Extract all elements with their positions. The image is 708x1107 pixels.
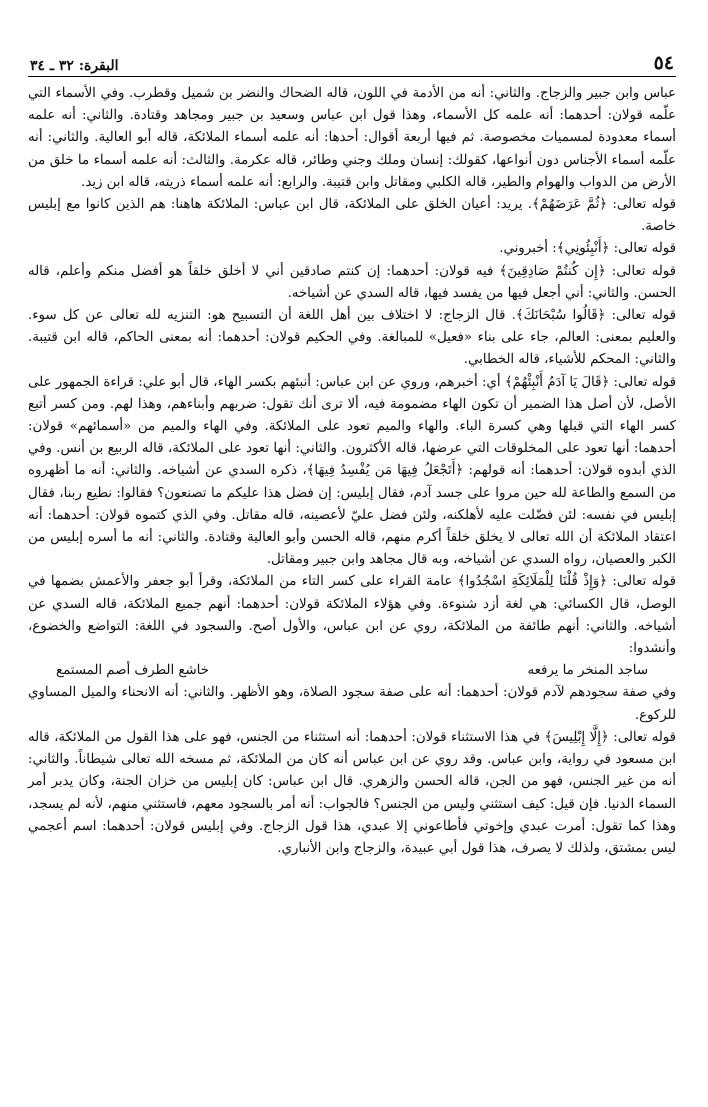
running-title: البقرة: ٣٢ ـ ٣٤	[30, 58, 119, 74]
paragraph: قوله تعالى: ﴿قَالَ يَا آدَمُ أَنْبِئْهُمْ﴾ أي: أخبرهم، وروي عن ابن عباس: أنبئهم بكسر الهاء، قال أبو علي: قراءة الجمهور على الأصل، لأن أصل هذا الضمير أن تكون الهاء مضمومة فيه، ألا ترى أنك تقول: ضربهم وأبناءهم، وهذا لهم. ومن كسر أتبع كسر الهاء التي قبلها وهي كسرة الباء. والهاء والميم تعود على الملائكة. وفي الهاء والميم من «أسمائهم» قولان: أحدهما: أنها تعود على المخلوقات التي عرضها، قاله الأكثرون. والثاني: أنها تعود على الملائكة، قاله الربيع بن أنس. وفي الذي أبدوه قولان: أحدهما: أنه قولهم: ﴿أَتَجْعَلُ فِيهَا مَن يُفْسِدُ فِيهَا﴾، ذكره السدي عن أشياخه. والثاني: أنه ما أظهروه من السمع والطاعة لله حين مروا على جسد آدم، فقال إبليس: إن فضل هذا عليكم ما تصنعون؟ فقالوا: نطيع ربنا، فقال إبليس في نفسه: لئن فضّلت عليه لأهلكنه، ولئن فضل عليّ لأعصينه، قاله مقاتل. وفي الذي كتموه قولان: أحدهما: أنه اعتقاد الملائكة أن الله تعالى لا يخلق خلقاً أكرم منهم، قاله الحسن وأبو العالية وقتادة. والثاني: أنه ما أسره إبليس من الكبر والعصيان، رواه السدي عن أشياخه، وبه قال مجاهد وابن جبير ومقاتل.	[28, 374, 676, 568]
page-number: ٥٤	[653, 52, 674, 74]
page	[28, 50, 676, 1093]
paragraph: قوله تعالى: ﴿إِن كُنتُمْ صَادِقِينَ﴾ فيه قولان: أحدهما: إن كنتم صادقين أني لا أخلق خلقاً هو أفضل منكم وأعلم، قاله الحسن. والثاني: أني أجعل فيها من يفسد فيها، قاله السدي عن أشياخه.	[28, 263, 676, 301]
verse-first-hemistich: ساجد المنخر ما يرفعه	[527, 663, 648, 679]
poetry-verse	[28, 660, 676, 682]
paragraph: قوله تعالى: ﴿ثُمَّ عَرَضَهُمْ﴾. يريد: أعيان الخلق على الملائكة، قال ابن عباس: الملائكة هاهنا: هم الذين كانوا مع إبليس خاصة.	[28, 197, 676, 235]
paragraph: عباس وابن جبير والزجاج. والثاني: أنه من الأدمة في اللون، قاله الضحاك والنضر بن شميل وقطرب. وفي الأسماء التي علّمه قولان: أحدهما: أنه علمه كل الأسماء، وهذا قول ابن عباس وسعيد بن جبير ومجاهد وقتادة. والثاني: أنه علمه أسماء معدودة لمسميات مخصوصة. ثم فيها أربعة أقوال: أحدها: أنه علمه أسماء الملائكة، قاله أبو العالية. والثاني: أنه علّمه أسماء الأجناس دون أنواعها، كقولك: إنسان وملك وجني وطائر، قاله عكرمة. والثالث: أنه علمه أسماء ما خلق من الأرض من الدواب والهوام والطير، قاله الكلبي ومقاتل وابن قتيبة. والرابع: أنه علمه أسماء ذريته، قاله ابن زيد.	[28, 86, 676, 190]
paragraph: قوله تعالى: ﴿إِلَّا إِبْلِيسَ﴾ في هذا الاستثناء قولان: أحدهما: أنه استثناء من الجنس، فهو على هذا القول من الملائكة، قاله ابن مسعود في رواية، وابن عباس. وقد روي عن ابن عباس أنه كان من الملائكة، ثم مسخه الله تعالى شيطاناً. والثاني: أنه من غير الجنس، فهو من الجن، قاله الحسن والزهري. قال ابن عباس: كان إبليس من خزان الجنة، وكان يدبر أمر السماء الدنيا. فإن قيل: كيف استثني وليس من الجنس؟ فالجواب: أنه أمر بالسجود معهم، فاستثني منهم، لأنه لم يسجد، وهذا كما تقول: أمرت عبدي وإخوتي فأطاعوني إلا عبدي، هذا قول الزجاج. وفي إبليس قولان: أحدهما: اسم أعجمي ليس بمشتق، ولذلك لا يصرف، هذا قول أبي عبيدة، والزجاج وابن الأنباري.	[28, 729, 676, 856]
verse-second-hemistich: خاشع الطرف أصم المستمع	[56, 663, 209, 679]
paragraph: قوله تعالى: ﴿وَإِذْ قُلْنَا لِلْمَلَائِكَةِ اسْجُدُوا﴾ عامة القراء على كسر التاء من الملائكة، وقرأ أبو جعفر والأعمش بضمها في الوصل، قال الكسائي: هي لغة أزد شنوءة. وفي هؤلاء الملائكة قولان: أحدهما: أنهم جميع الملائكة، قاله السدي عن أشياخه. والثاني: أنهم طائفة من الملائكة، روي عن ابن عباس، والأول أصح. والسجود في اللغة: التواضع والخضوع، وأنشدوا:	[28, 574, 676, 657]
page-header	[28, 50, 676, 77]
paragraph: قوله تعالى: ﴿قَالُوا سُبْحَانَكَ﴾. قال الزجاج: لا اختلاف بين أهل اللغة أن التسبيح هو: التنزيه لله تعالى عن كل سوء. والعليم بمعنى: العالم، جاء على بناء «فعيل» للمبالغة. وفي الحكيم قولان: أحدهما: أنه بمعنى الحاكم، قاله ابن قتيبة. والثاني: المحكم للأشياء، قاله الخطابي.	[28, 308, 676, 368]
paragraph: وفي صفة سجودهم لآدم قولان: أحدهما: أنه على صفة سجود الصلاة، وهو الأظهر. والثاني: أنه الانحناء والميل المساوي للركوع.	[28, 685, 676, 723]
page-body	[28, 83, 676, 860]
paragraph: قوله تعالى: ﴿أَنْبِئُونِي﴾: أخبروني.	[499, 241, 676, 257]
